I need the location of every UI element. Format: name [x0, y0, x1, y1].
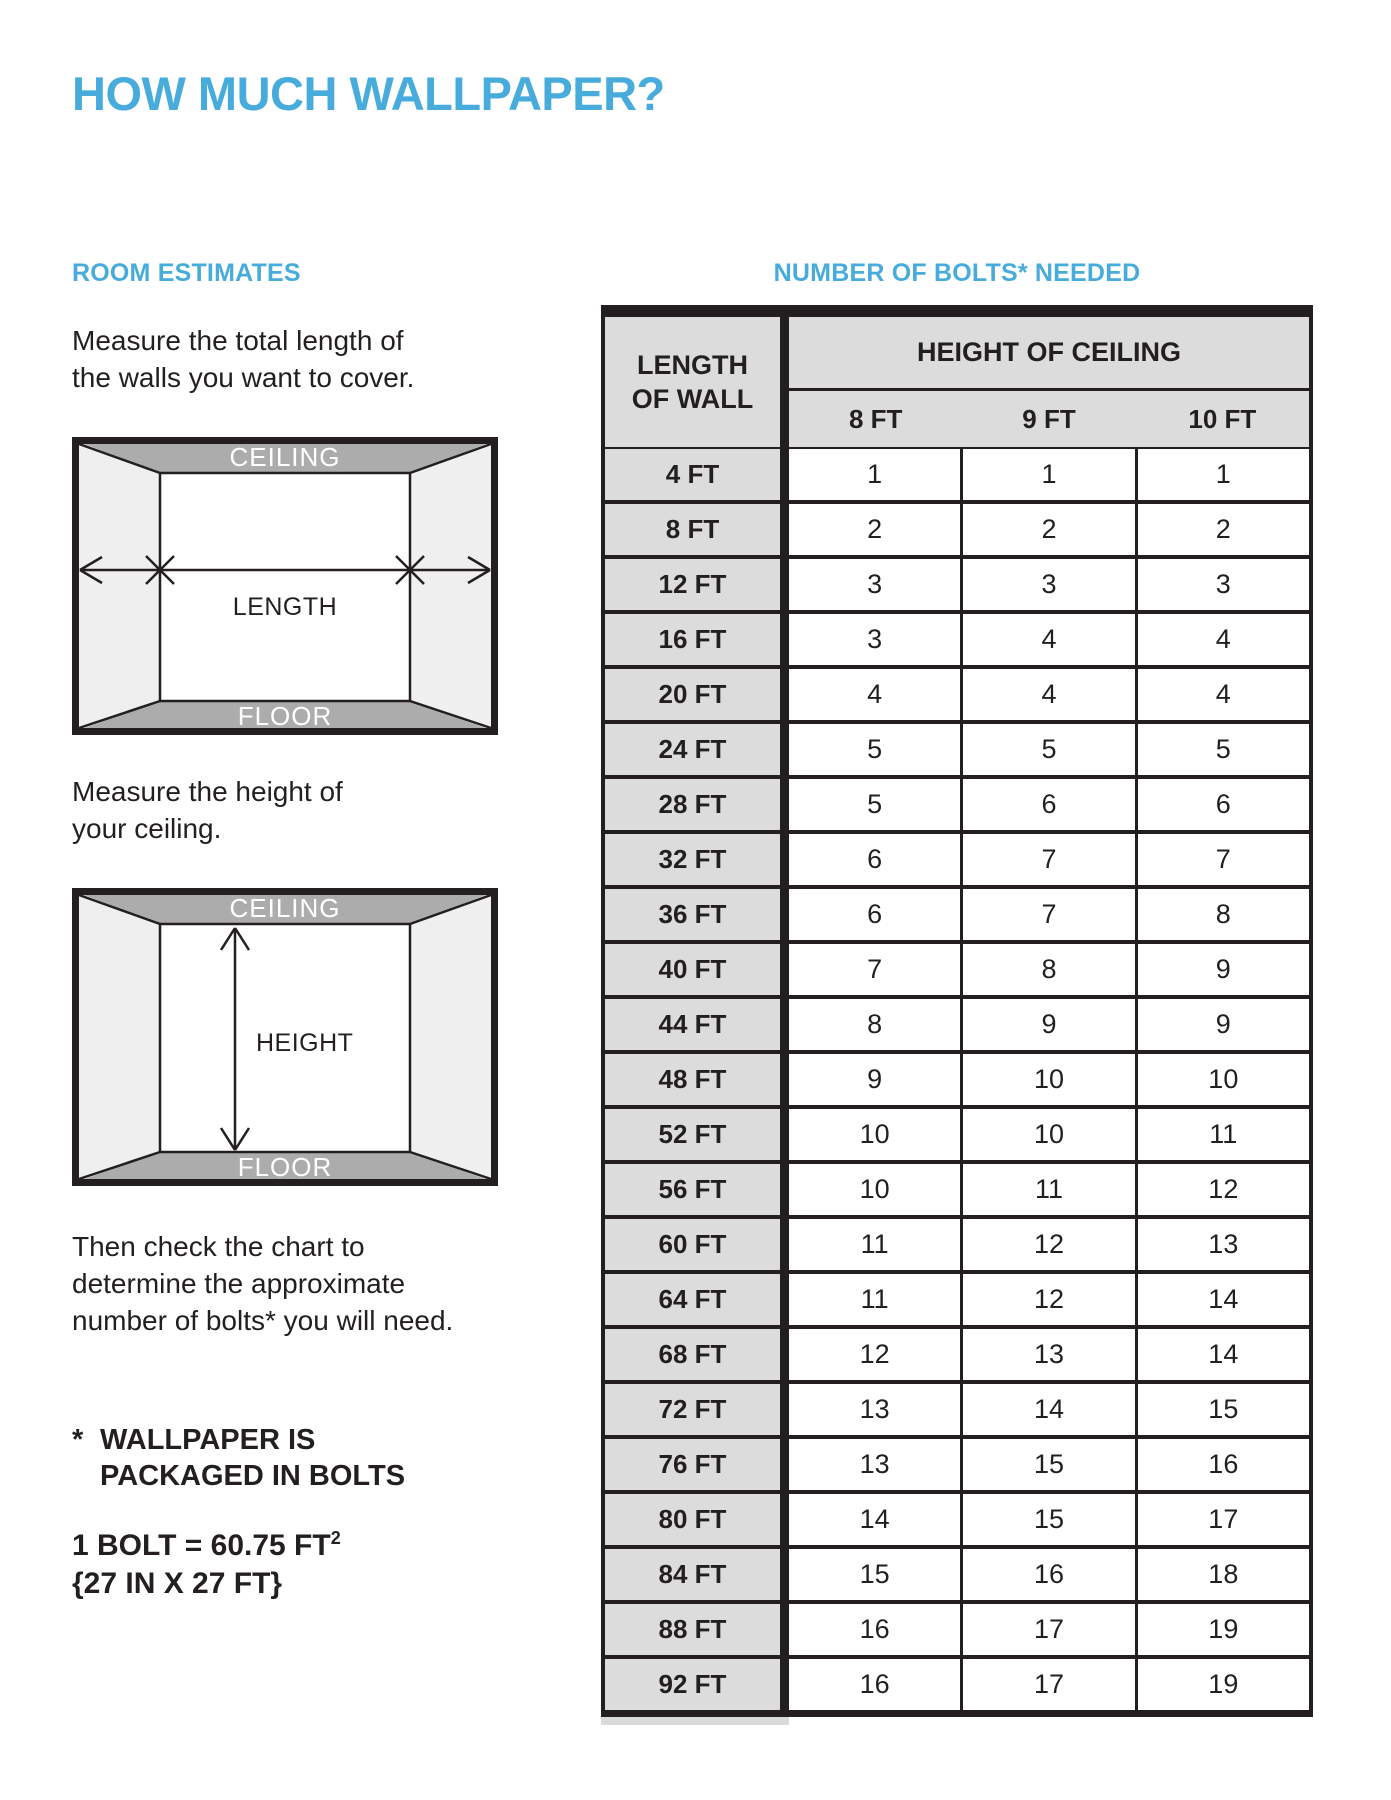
- instruction-measure-length: [72, 322, 414, 396]
- instruction-line: your ceiling.: [72, 813, 222, 844]
- wall-length-label: 60 FT: [605, 1219, 789, 1270]
- bolts-table: [601, 305, 1313, 1725]
- instruction-line: number of bolts* you will need.: [72, 1305, 454, 1336]
- bolt-count-cell: 11: [960, 1164, 1134, 1215]
- bolt-count-cell: 17: [960, 1604, 1134, 1655]
- wall-length-label: 4 FT: [605, 449, 789, 500]
- bolt-count-cell: 1: [960, 449, 1134, 500]
- wall-length-label: 64 FT: [605, 1274, 789, 1325]
- wall-length-label: 12 FT: [605, 559, 789, 610]
- asterisk-marker: *: [72, 1424, 84, 1456]
- table-row: [605, 1380, 1309, 1435]
- wall-length-label: 28 FT: [605, 779, 789, 830]
- wall-length-label: 44 FT: [605, 999, 789, 1050]
- bolts-table-body: [601, 449, 1313, 1717]
- instruction-check-chart: [72, 1228, 453, 1339]
- bolt-count-cell: 7: [960, 834, 1134, 885]
- bolt-count-cell: 16: [789, 1659, 960, 1710]
- wall-length-label: 72 FT: [605, 1384, 789, 1435]
- table-row: [605, 555, 1309, 610]
- table-row: [605, 1160, 1309, 1215]
- bolt-count-cell: 2: [960, 504, 1134, 555]
- instruction-line: the walls you want to cover.: [72, 362, 415, 393]
- bolt-dimensions: {27 IN X 27 FT}: [72, 1567, 283, 1600]
- row-axis-header-line: LENGTH: [637, 350, 748, 380]
- section-heading-room-estimates: ROOM ESTIMATES: [72, 259, 301, 287]
- table-row: [605, 1325, 1309, 1380]
- instruction-measure-height: [72, 773, 343, 847]
- wall-length-label: 20 FT: [605, 669, 789, 720]
- table-row: [605, 1600, 1309, 1655]
- bolt-count-cell: 12: [789, 1329, 960, 1380]
- bolt-count-cell: 8: [1135, 889, 1309, 940]
- bolt-count-cell: 8: [789, 999, 960, 1050]
- bolt-count-cell: 12: [960, 1274, 1134, 1325]
- column-group-header: HEIGHT OF CEILING: [789, 317, 1309, 388]
- bolt-count-cell: 2: [1135, 504, 1309, 555]
- bolt-count-cell: 4: [960, 614, 1134, 665]
- footnote-line: [72, 1458, 405, 1494]
- bolt-count-cell: 14: [960, 1384, 1134, 1435]
- bolt-count-cell: 14: [1135, 1329, 1309, 1380]
- bolt-count-cell: 16: [789, 1604, 960, 1655]
- bolt-count-cell: 11: [789, 1219, 960, 1270]
- ceiling-label: CEILING: [229, 893, 341, 923]
- bolt-count-cell: 1: [1135, 449, 1309, 500]
- bolt-count-cell: 14: [1135, 1274, 1309, 1325]
- wall-length-label: 32 FT: [605, 834, 789, 885]
- bolt-count-cell: 4: [1135, 614, 1309, 665]
- bolt-count-cell: 10: [960, 1054, 1134, 1105]
- wall-length-label: 52 FT: [605, 1109, 789, 1160]
- bolt-count-cell: 13: [960, 1329, 1134, 1380]
- bolt-count-cell: 7: [1135, 834, 1309, 885]
- bolt-count-cell: 5: [789, 724, 960, 775]
- wall-length-label: 40 FT: [605, 944, 789, 995]
- back-wall-outline: [160, 473, 410, 701]
- bolt-count-cell: 19: [1135, 1604, 1309, 1655]
- bolt-count-cell: 13: [789, 1384, 960, 1435]
- bolt-count-cell: 3: [789, 614, 960, 665]
- bolt-count-cell: 10: [789, 1109, 960, 1160]
- column-header-10ft: 10 FT: [1188, 403, 1257, 434]
- bolt-count-cell: 17: [960, 1659, 1134, 1710]
- bolt-count-cell: 5: [960, 724, 1134, 775]
- bolt-count-cell: 10: [960, 1109, 1134, 1160]
- instruction-line: Measure the total length of: [72, 325, 404, 356]
- bolt-count-cell: 11: [789, 1274, 960, 1325]
- bolt-count-cell: 9: [960, 999, 1134, 1050]
- footnote-line: [72, 1422, 405, 1458]
- table-heading: NUMBER OF BOLTS* NEEDED: [773, 259, 1141, 287]
- floor-label: FLOOR: [237, 701, 333, 731]
- bolt-count-cell: 3: [789, 559, 960, 610]
- table-row: [605, 1435, 1309, 1490]
- footnote-wallpaper-bolts: [72, 1422, 405, 1494]
- table-row: [605, 720, 1309, 775]
- wall-length-label: 16 FT: [605, 614, 789, 665]
- wall-length-label: 80 FT: [605, 1494, 789, 1545]
- row-axis-header: [605, 317, 789, 447]
- column-headers-area: [789, 317, 1309, 447]
- bolt-equation: 1 BOLT = 60.75 $FT^2$: [72, 1528, 341, 1562]
- wall-length-label: 84 FT: [605, 1549, 789, 1600]
- wall-length-label: 56 FT: [605, 1164, 789, 1215]
- table-row: [605, 830, 1309, 885]
- bolt-count-cell: 18: [1135, 1549, 1309, 1600]
- bolt-count-cell: 12: [1135, 1164, 1309, 1215]
- bolt-count-cell: 5: [789, 779, 960, 830]
- table-row: [605, 1270, 1309, 1325]
- instruction-line: determine the approximate: [72, 1268, 406, 1299]
- length-label: LENGTH: [232, 593, 338, 621]
- bolt-count-cell: 16: [960, 1549, 1134, 1600]
- table-row: [605, 1545, 1309, 1600]
- table-row: [605, 940, 1309, 995]
- bolt-count-cell: 15: [960, 1494, 1134, 1545]
- bolt-count-cell: 16: [1135, 1439, 1309, 1490]
- bolt-count-cell: 14: [789, 1494, 960, 1545]
- room-length-diagram: [72, 437, 498, 735]
- bolt-count-cell: 5: [1135, 724, 1309, 775]
- bolt-count-cell: 4: [1135, 669, 1309, 720]
- bolt-count-cell: 15: [789, 1549, 960, 1600]
- instruction-line: Measure the height of: [72, 776, 343, 807]
- bolt-size-info: [72, 1519, 341, 1603]
- bolt-count-cell: 11: [1135, 1109, 1309, 1160]
- table-row: [605, 449, 1309, 500]
- bolt-count-cell: 8: [960, 944, 1134, 995]
- bolt-count-cell: 3: [1135, 559, 1309, 610]
- bolt-count-cell: 7: [960, 889, 1134, 940]
- room-height-diagram: [72, 888, 498, 1186]
- instruction-line: Then check the chart to: [72, 1231, 365, 1262]
- bolt-count-cell: 6: [1135, 779, 1309, 830]
- wall-length-label: 88 FT: [605, 1604, 789, 1655]
- table-row: [605, 1050, 1309, 1105]
- bolt-count-cell: 9: [789, 1054, 960, 1105]
- column-subheaders: [789, 391, 1309, 447]
- table-row: [605, 775, 1309, 830]
- bolt-count-cell: 4: [789, 669, 960, 720]
- bolt-count-cell: 13: [1135, 1219, 1309, 1270]
- bolt-count-cell: 17: [1135, 1494, 1309, 1545]
- bolt-count-cell: 9: [1135, 999, 1309, 1050]
- wall-length-label: 76 FT: [605, 1439, 789, 1490]
- table-row: [605, 1655, 1309, 1710]
- wall-length-label: 36 FT: [605, 889, 789, 940]
- bolt-count-cell: 7: [789, 944, 960, 995]
- bolt-count-cell: 15: [1135, 1384, 1309, 1435]
- wall-length-label: 24 FT: [605, 724, 789, 775]
- table-header: [601, 317, 1313, 449]
- table-row: [605, 665, 1309, 720]
- bolt-count-cell: 6: [789, 834, 960, 885]
- wall-length-label: 48 FT: [605, 1054, 789, 1105]
- right-wall: [410, 892, 494, 1182]
- bolt-count-cell: 2: [789, 504, 960, 555]
- table-row: [605, 1215, 1309, 1270]
- floor-label: FLOOR: [237, 1152, 333, 1182]
- bolt-count-cell: 3: [960, 559, 1134, 610]
- wall-length-label: 68 FT: [605, 1329, 789, 1380]
- bolt-count-cell: 6: [960, 779, 1134, 830]
- table-row: [605, 1490, 1309, 1545]
- exponent: 2: [330, 1528, 341, 1548]
- column-header-8ft: 8 FT: [848, 403, 903, 434]
- column-header-9ft: 9 FT: [1022, 403, 1076, 434]
- footnote-text: PACKAGED IN BOLTS: [100, 1460, 406, 1492]
- left-wall: [76, 892, 160, 1182]
- left-wall: [76, 441, 160, 731]
- bolt-count-cell: 15: [960, 1439, 1134, 1490]
- table-footer-tab: [601, 1717, 789, 1725]
- bolt-count-cell: 12: [960, 1219, 1134, 1270]
- bolt-count-cell: 6: [789, 889, 960, 940]
- table-row: [605, 995, 1309, 1050]
- footnote-text: WALLPAPER IS: [100, 1424, 316, 1456]
- table-row: [605, 1105, 1309, 1160]
- row-axis-header-line: OF WALL: [631, 384, 754, 414]
- ceiling-label: CEILING: [229, 442, 341, 472]
- bolt-count-cell: 1: [789, 449, 960, 500]
- page-title: HOW MUCH WALLPAPER?: [72, 67, 665, 120]
- right-wall: [410, 441, 494, 731]
- bolt-count-cell: 10: [789, 1164, 960, 1215]
- bolt-count-cell: 9: [1135, 944, 1309, 995]
- table-row: [605, 885, 1309, 940]
- table-top-border: [601, 305, 1313, 317]
- table-row: [605, 500, 1309, 555]
- bolt-count-cell: 4: [960, 669, 1134, 720]
- bolt-count-cell: 10: [1135, 1054, 1309, 1105]
- wall-length-label: 92 FT: [605, 1659, 789, 1710]
- wall-length-label: 8 FT: [605, 504, 789, 555]
- bolt-count-cell: 19: [1135, 1659, 1309, 1710]
- table-row: [605, 610, 1309, 665]
- bolt-count-cell: 13: [789, 1439, 960, 1490]
- height-label: HEIGHT: [256, 1029, 354, 1057]
